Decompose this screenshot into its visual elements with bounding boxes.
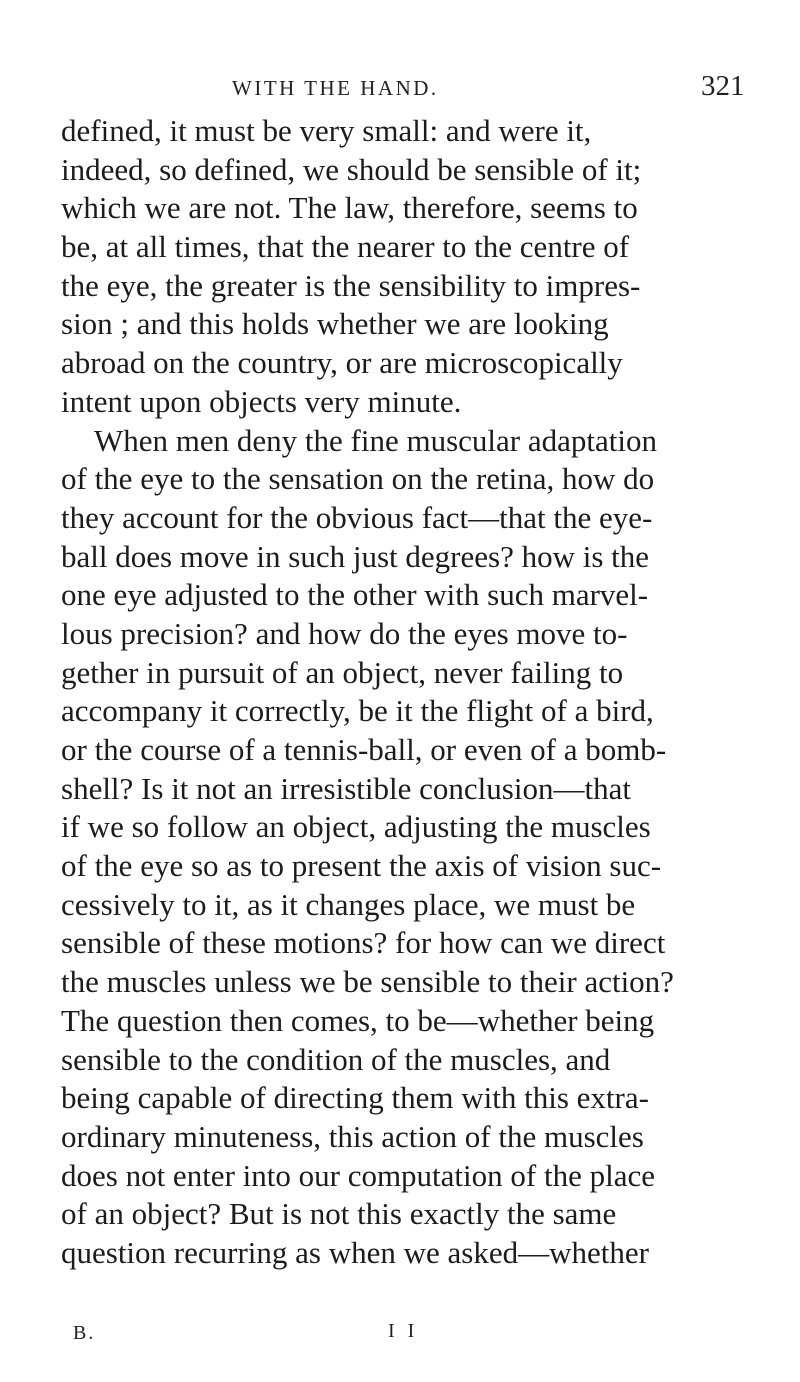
sheet-mark: I I	[388, 1320, 419, 1342]
text-line: cessively to it, as it changes place, we must be	[61, 886, 636, 922]
text-line: lous precision? and how do the eyes move to-	[61, 615, 628, 651]
text-line: of an object? But is not this exactly the same	[61, 1196, 617, 1232]
text-line: question recurring as when we asked—whether	[61, 1234, 649, 1270]
text-line: shell? Is it not an irresistible conclusion—that	[61, 770, 631, 806]
text-line: sensible to the condition of the muscles, and	[61, 1041, 611, 1077]
text-line: they account for the obvious fact—that the eye-	[61, 499, 653, 535]
text-line: ball does move in such just degrees? how is the	[61, 538, 650, 574]
paragraph-start-line: When men deny the fine muscular adaptation	[94, 422, 657, 458]
page-number: 321	[701, 70, 745, 102]
text-line: gether in pursuit of an object, never failing to	[61, 654, 624, 690]
running-title: WITH THE HAND.	[232, 76, 439, 100]
signature-mark: B.	[73, 1322, 96, 1344]
text-line: accompany it correctly, be it the flight of a bird,	[61, 693, 654, 729]
text-line: sensible of these motions? for how can we direct	[61, 925, 666, 961]
text-line: the eye, the greater is the sensibility to impres-	[61, 267, 641, 303]
text-line: indeed, so defined, we should be sensible of it;	[61, 151, 642, 187]
text-line: the muscles unless we be sensible to their action?	[61, 964, 674, 1000]
text-line: of the eye so as to present the axis of vision suc-	[61, 848, 662, 884]
text-line: be, at all times, that the nearer to the centre of	[61, 229, 630, 265]
text-line: does not enter into our computation of the place	[61, 1157, 655, 1193]
text-line: sion ; and this holds whether we are looking	[61, 306, 609, 342]
text-line: of the eye to the sensation on the retina, how do	[61, 461, 655, 497]
body-text	[61, 112, 751, 1273]
text-line: intent upon objects very minute.	[61, 383, 462, 419]
text-line: being capable of directing them with this extra-	[61, 1080, 649, 1116]
text-line: if we so follow an object, adjusting the muscles	[61, 809, 651, 845]
text-line: ordinary minuteness, this action of the muscles	[61, 1118, 644, 1154]
text-line: one eye adjusted to the other with such marvel-	[61, 577, 649, 613]
text-line: or the course of a tennis-ball, or even of a bomb-	[61, 732, 667, 767]
text-line: abroad on the country, or are microscopically	[61, 345, 623, 381]
text-line: The question then comes, to be—whether being	[61, 1002, 655, 1038]
text-line: which we are not. The law, therefore, seems to	[61, 190, 638, 226]
text-line: defined, it must be very small: and were it,	[61, 113, 592, 148]
